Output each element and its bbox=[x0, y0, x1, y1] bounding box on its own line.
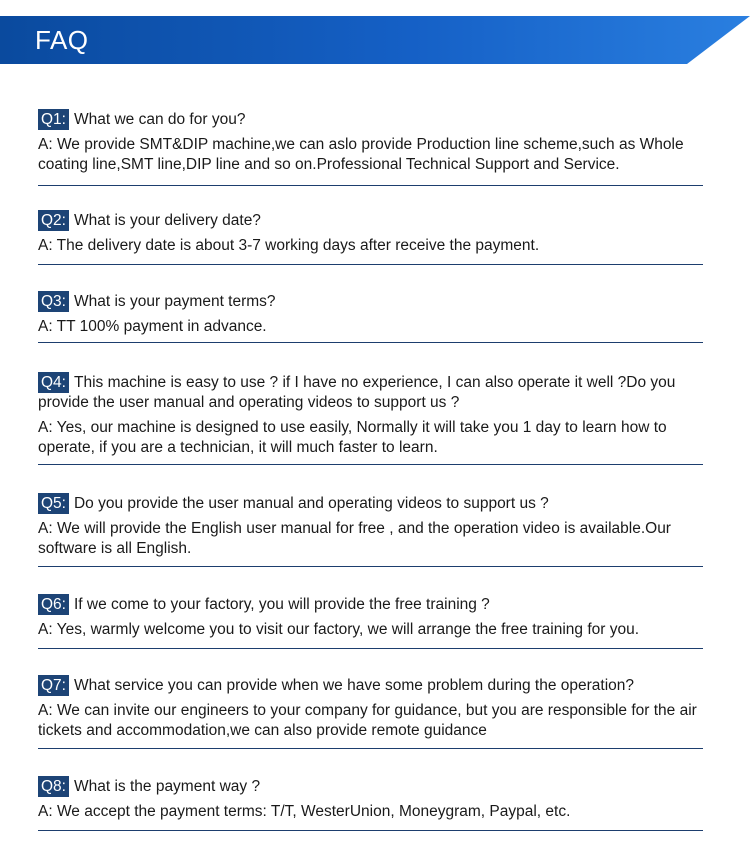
question-number-badge: Q7: bbox=[38, 675, 69, 696]
faq-answer: A: We provide SMT&DIP machine,we can aslo provide Production line scheme,such as Whole coating line,SMT line,DIP line and so on.Professional Technical Support and Service. bbox=[38, 136, 684, 173]
faq-question bbox=[38, 675, 703, 696]
faq-answer: A: We accept the payment terms: T/T, WesterUnion, Moneygram, Paypal, etc. bbox=[38, 803, 571, 820]
question-text: What service you can provide when we have some problem during the operation? bbox=[73, 677, 635, 694]
faq-item-4 bbox=[38, 372, 703, 465]
question-number-badge: Q2: bbox=[38, 210, 69, 231]
faq-item-7 bbox=[38, 675, 703, 749]
faq-question bbox=[38, 594, 703, 615]
faq-item-6 bbox=[38, 594, 703, 649]
question-number-badge: Q4: bbox=[38, 372, 69, 393]
faq-item-2 bbox=[38, 210, 703, 265]
faq-question bbox=[38, 109, 703, 130]
faq-banner bbox=[0, 16, 750, 64]
question-number-badge: Q5: bbox=[38, 493, 69, 514]
faq-item-8 bbox=[38, 776, 703, 831]
faq-answer: A: Yes, our machine is designed to use easily, Normally it will take you 1 day to learn how to operate, if you are a technician, it will much faster to learn. bbox=[38, 419, 667, 456]
question-number-badge: Q8: bbox=[38, 776, 69, 797]
question-text: What is the payment way ? bbox=[73, 778, 261, 795]
question-text: If we come to your factory, you will provide the free training ? bbox=[73, 596, 490, 613]
banner-background bbox=[0, 16, 750, 64]
faq-answer: A: We will provide the English user manual for free , and the operation video is available.Our software is all English. bbox=[38, 520, 671, 557]
faq-item-1 bbox=[38, 109, 703, 186]
faq-question bbox=[38, 210, 703, 231]
faq-answer: A: The delivery date is about 3-7 working days after receive the payment. bbox=[38, 237, 540, 254]
faq-item-3 bbox=[38, 291, 703, 343]
page-title: FAQ bbox=[35, 25, 89, 55]
faq-question bbox=[38, 372, 703, 413]
faq-question bbox=[38, 776, 703, 797]
question-text: This machine is easy to use ? if I have no experience, I can also operate it well ?Do you provide the user manual and operating videos to support us ? bbox=[38, 374, 676, 411]
faq-answer: A: TT 100% payment in advance. bbox=[38, 318, 267, 335]
question-text: What we can do for you? bbox=[73, 111, 246, 128]
faq-answer: A: We can invite our engineers to your company for guidance, but you are responsible for the air tickets and accommodation,we can also provide remote guidance bbox=[38, 702, 697, 739]
question-text: What is your delivery date? bbox=[73, 212, 261, 229]
question-number-badge: Q1: bbox=[38, 109, 69, 130]
faq-answer: A: Yes, warmly welcome you to visit our factory, we will arrange the free training for you. bbox=[38, 621, 640, 638]
faq-item-5 bbox=[38, 493, 703, 567]
faq-question bbox=[38, 493, 703, 514]
question-number-badge: Q3: bbox=[38, 291, 69, 312]
question-text: What is your payment terms? bbox=[73, 293, 276, 310]
question-number-badge: Q6: bbox=[38, 594, 69, 615]
faq-question bbox=[38, 291, 703, 312]
question-text: Do you provide the user manual and operating videos to support us ? bbox=[73, 495, 549, 512]
